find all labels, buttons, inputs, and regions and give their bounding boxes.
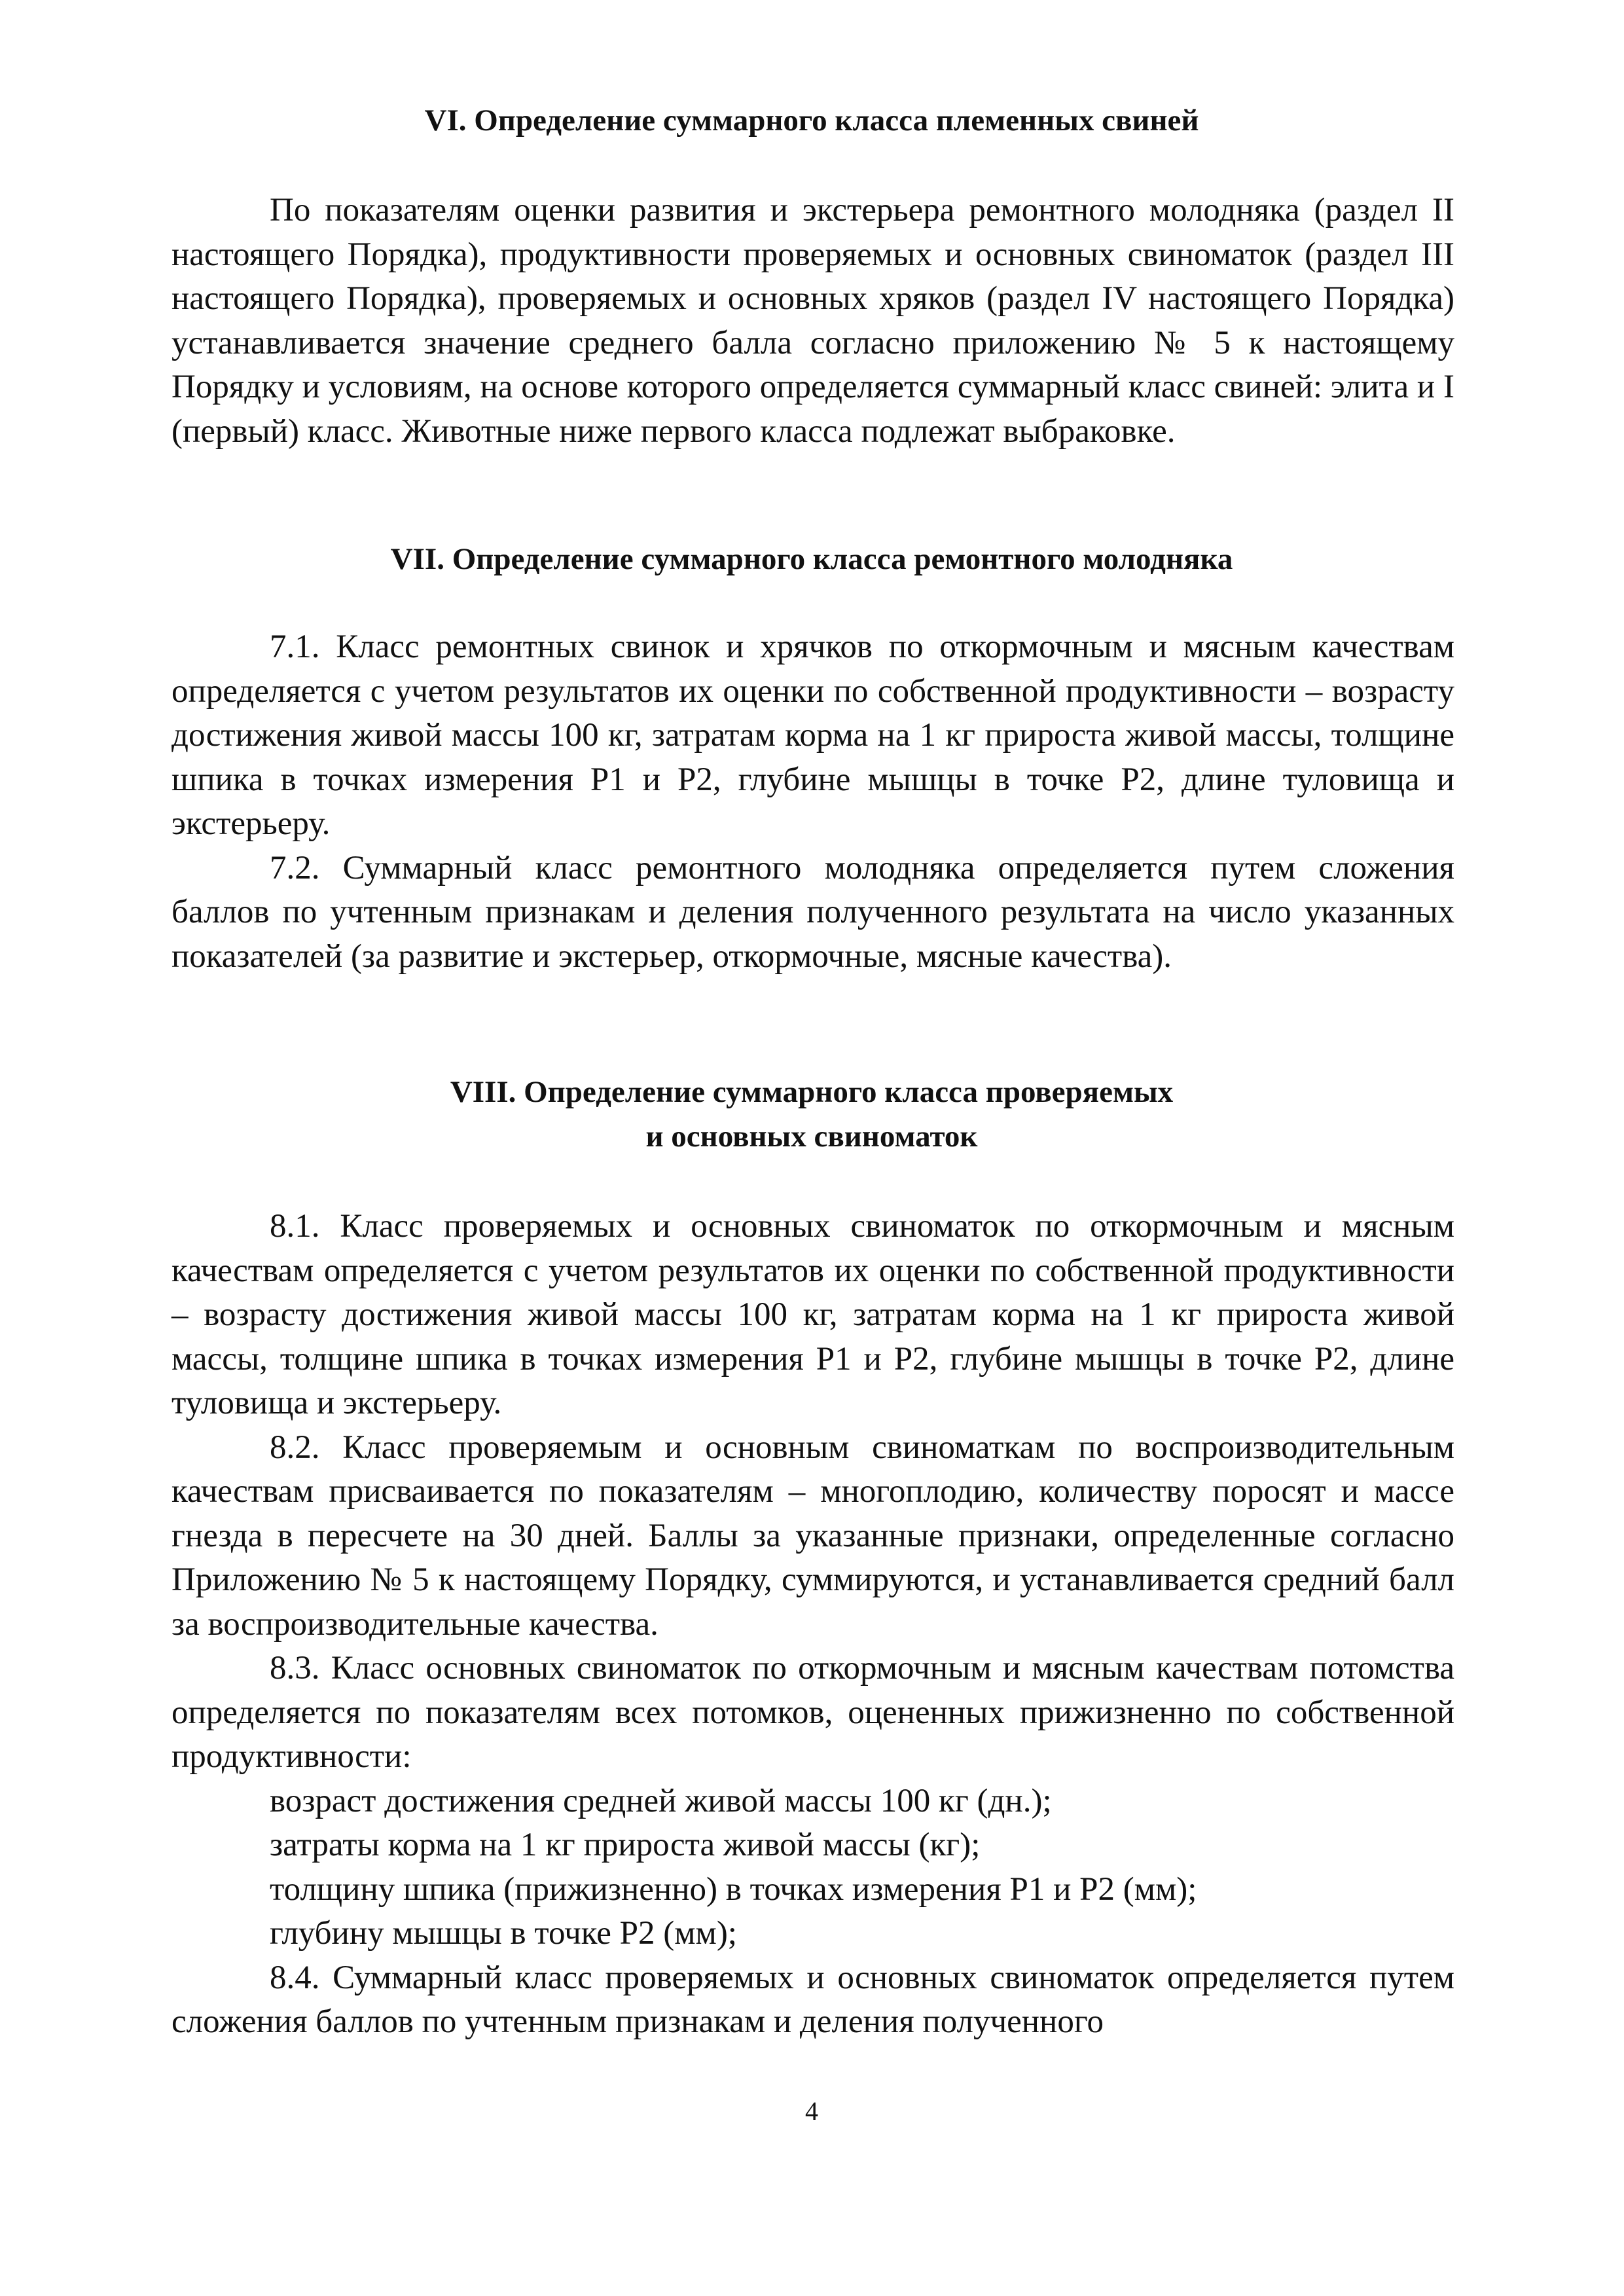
- section-7-body: [171, 625, 1454, 979]
- paragraph-8-2: 8.2. Класс проверяемым и основным свиноматкам по воспроизводительным качествам присваивается по показателям – многоплодию, количеству поросят и массе гнезда в пересчете на 30 дней. Баллы за указанные признаки, определенные согласно Приложению № 5 к настоящему Порядку, суммируются, и устанавливается средний балл за воспроизводительные качества.: [171, 1429, 1454, 1643]
- list-item-fat: толщину шпика (прижизненно) в точках измерения P1 и P2 (мм);: [270, 1870, 1197, 1908]
- paragraph-7-2: 7.2. Суммарный класс ремонтного молодняка определяется путем сложения баллов по учтенным признакам и деления полученного результата на число указанных показателей (за развитие и экстерьер, откормочные, мясные качества).: [171, 849, 1454, 975]
- paragraph-8-4: 8.4. Суммарный класс проверяемых и основных свиноматок определяется путем сложения баллов по учтенным признакам и деления полученного: [171, 1959, 1454, 2040]
- section-7-heading: VII. Определение суммарного класса ремонтного молодняка: [390, 542, 1233, 576]
- paragraph-8-1: 8.1. Класс проверяемых и основных свиноматок по откормочным и мясным качествам определяется с учетом результатов их оценки по собственной продуктивности – возрасту достижения живой массы 100 кг, затратам корма на 1 кг прироста живой массы, толщине шпика в точках измерения P1 и P2, глубине мышцы в точке P2, длине туловища и экстерьеру.: [171, 1208, 1454, 1421]
- section-8-heading-line-2: и основных свиноматок: [645, 1120, 978, 1154]
- list-item-age: возраст достижения средней живой массы 100 кг (дн.);: [270, 1782, 1052, 1819]
- list-item-feed: затраты корма на 1 кг прироста живой массы (кг);: [270, 1827, 981, 1863]
- section-8-heading-line-1: VIII. Определение суммарного класса проверяемых: [450, 1075, 1174, 1109]
- section-8-body: [171, 1205, 1454, 2045]
- list-item-muscle: глубину мышцы в точке P2 (мм);: [270, 1915, 737, 1952]
- paragraph-8-3: 8.3. Класс основных свиноматок по откормочным и мясным качествам потомства определяется по показателям всех потомков, оцененных прижизненно по собственной продуктивности:: [171, 1650, 1454, 1775]
- section-6-paragraph: По показателям оценки развития и экстерьера ремонтного молодняка (раздел II настоящего Порядка), продуктивности проверяемых и основных свиноматок (раздел III настоящего Порядка), проверяемых и основных хряков (раздел IV настоящего Порядка) устанавливается значение среднего балла согласно приложению № 5 к настоящему Порядку и условиям, на основе которого определяется суммарный класс свиней: элита и I (первый) класс. Животные ниже первого класса подлежат выбраковке.: [171, 192, 1454, 450]
- paragraph-7-1: 7.1. Класс ремонтных свинок и хрячков по откормочным и мясным качествам определяется с учетом результатов их оценки по собственной продуктивности – возрасту достижения живой массы 100 кг, затратам корма на 1 кг прироста живой массы, толщине шпика в точках измерения P1 и P2, глубине мышцы в точке P2, длине туловища и экстерьеру.: [171, 629, 1454, 842]
- page-number: 4: [805, 2096, 818, 2126]
- section-6-body: [171, 189, 1454, 454]
- section-6-heading: VI. Определение суммарного класса племенных свиней: [424, 103, 1199, 137]
